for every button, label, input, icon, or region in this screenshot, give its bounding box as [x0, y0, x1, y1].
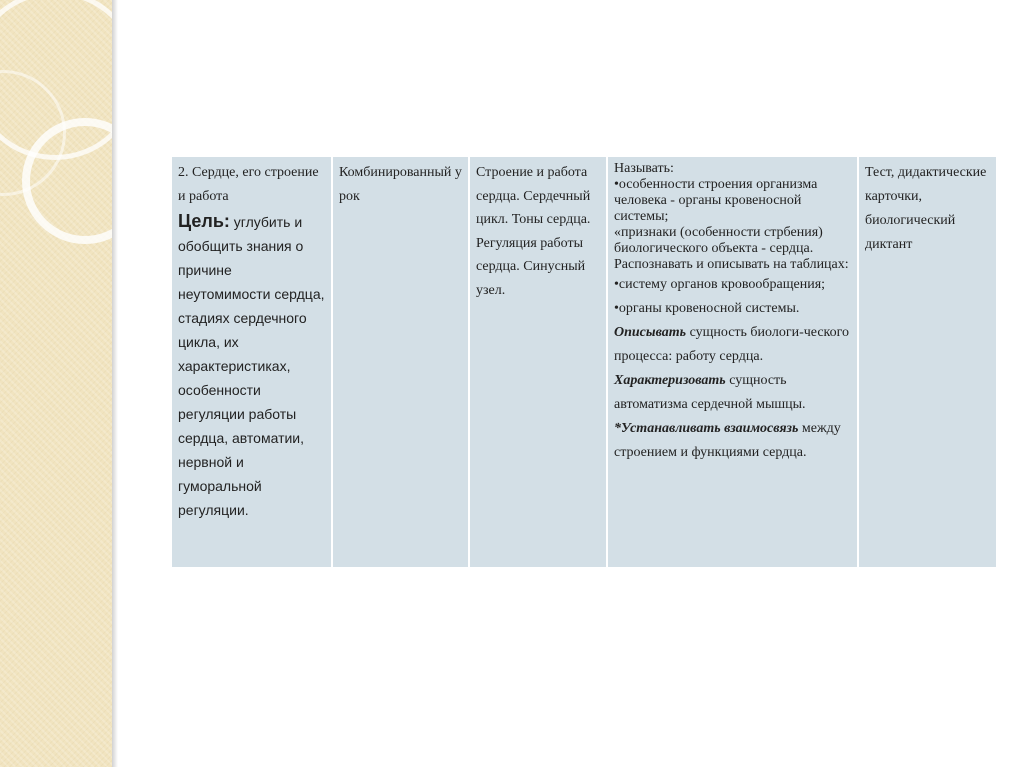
establish-text: между строением и функциями сердца. — [614, 421, 841, 460]
goal-text: углубить и обобщить знания о причине неутомимости сердца, стадиях сердечного цикла, их характеристиках, особенности регуляции работы сердца, автоматии, нервной и гуморальной регуляции. — [178, 214, 325, 518]
describe-block — [614, 321, 851, 417]
characterize-text: сущность автоматизма сердечной мышцы. — [614, 373, 806, 412]
characterize-label: Характеризовать — [614, 373, 726, 388]
describe-text: сущность биологи-ческого процесса: работу сердца. — [614, 325, 850, 364]
topic-cell — [171, 156, 332, 568]
lesson-plan-table — [170, 155, 998, 569]
control-cell — [858, 156, 997, 568]
goal-block — [178, 209, 325, 522]
establish-label: *Устанавливать взаимосвязь — [614, 421, 799, 436]
control-text: Тест, дидактические карточки, биологический диктант — [865, 165, 987, 252]
content-cell — [469, 156, 607, 568]
establish-block — [614, 417, 851, 465]
goal-colon: : — [223, 211, 230, 231]
decorative-side-panel — [0, 0, 112, 767]
describe-label: Описывать — [614, 325, 687, 340]
name-label: Называть: — [614, 161, 674, 176]
goal-label: Цель — [178, 211, 224, 231]
topic-heading: 2. Сердце, его строение и работа — [178, 165, 319, 204]
decorative-ring — [22, 118, 148, 244]
skills-cell — [607, 156, 858, 568]
lesson-type-cell — [332, 156, 469, 568]
name-item: «признаки (особенности стрбения) биологического объекта - сердца. — [614, 225, 823, 256]
content-text: Строение и работа сердца. Сердечный цикл. Тоны сердца. Регуляция работы сердца. Синусный узел. — [476, 165, 591, 298]
recognize-text: •систему органов кровообращения; •органы кровеносной системы. — [614, 277, 826, 316]
recognize-label: Распознавать и описывать на таблицах: — [614, 257, 849, 272]
lesson-type-text: Комбинированный урок — [339, 165, 462, 204]
panel-shadow — [112, 0, 118, 767]
name-item: •особенности строения организма человека - органы кровеносной системы; — [614, 177, 818, 224]
table-row — [171, 156, 997, 568]
